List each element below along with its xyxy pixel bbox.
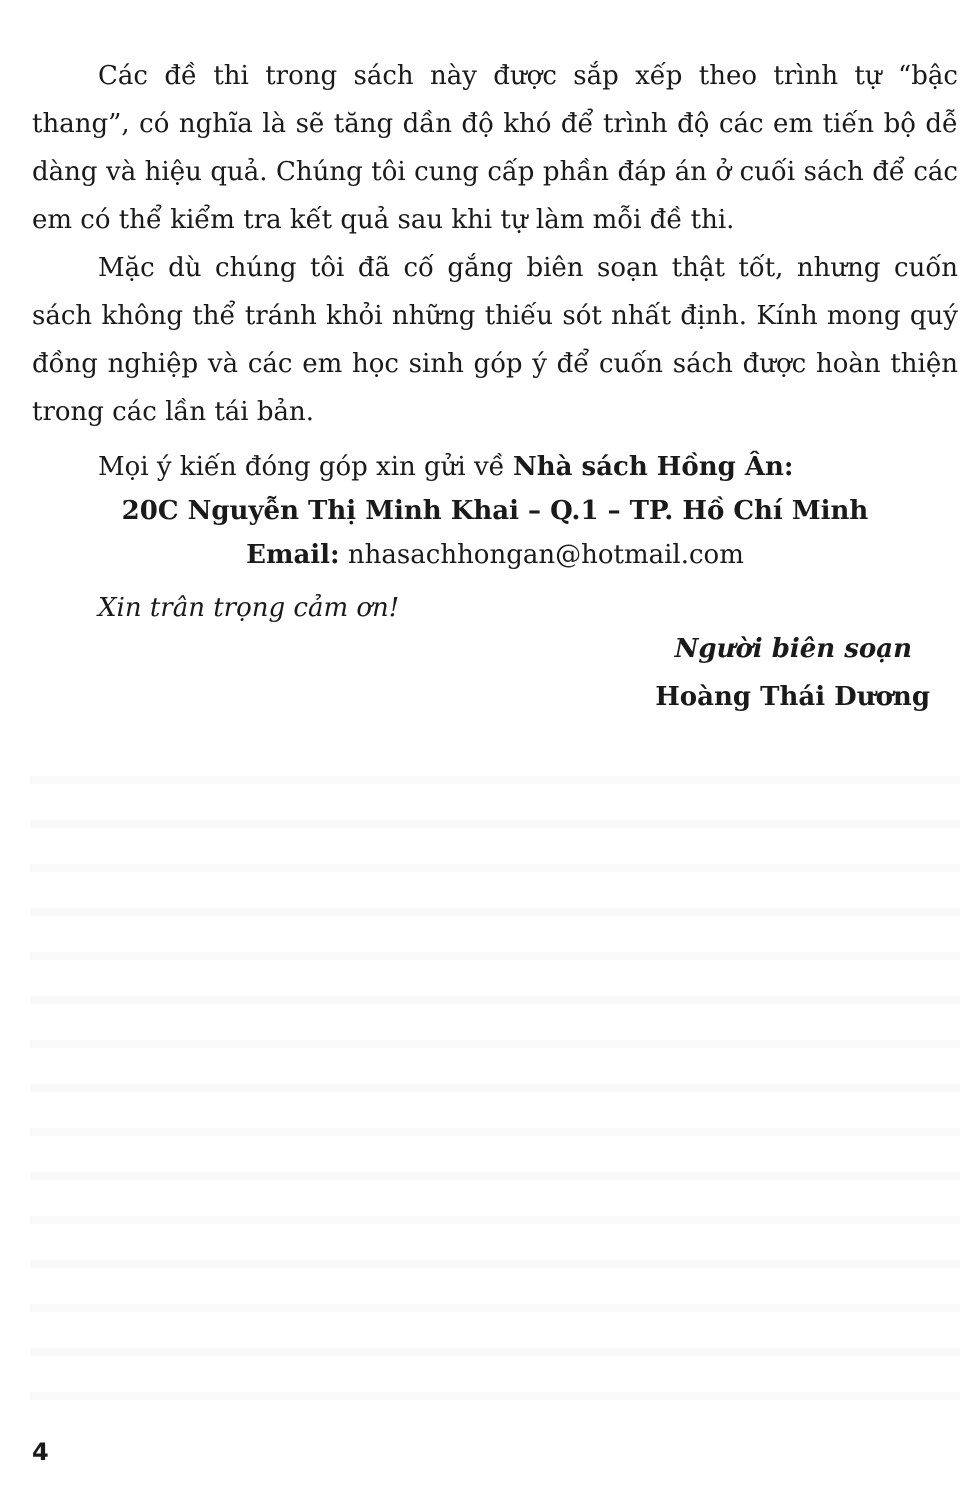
page-number: 4 — [32, 1438, 49, 1466]
signature-role: Người biên soạn — [674, 634, 912, 664]
publisher-address: 20C Nguyễn Thị Minh Khai – Q.1 – TP. Hồ Chí Minh — [121, 496, 869, 526]
signature-name: Hoàng Thái Dương — [655, 682, 930, 712]
preface-body — [32, 52, 958, 436]
paragraph-1: Các đề thi trong sách này được sắp xếp theo trình tự “bậc thang”, có nghĩa là sẽ tăng dần độ khó để trình độ các em tiến bộ dễ dàng và hiệu quả. Chúng tôi cung cấp phần đáp án ở cuối sách để các em có thể kiểm tra kết quả sau khi tự làm mỗi đề thi. — [32, 61, 958, 235]
email-label: Email: — [246, 540, 340, 570]
paragraph-2: Mặc dù chúng tôi đã cố gắng biên soạn thật tốt, nhưng cuốn sách không thể tránh khỏi những thiếu sót nhất định. Kính mong quý đồng nghiệp và các em học sinh góp ý để cuốn sách được hoàn thiện trong các lần tái bản. — [32, 253, 958, 427]
email-address: nhasachhongan@hotmail.com — [347, 540, 744, 570]
contact-intro-line — [98, 452, 794, 482]
publisher-name: Nhà sách Hồng Ân: — [512, 452, 794, 482]
contact-intro: Mọi ý kiến đóng góp xin gửi về — [98, 452, 505, 482]
closing-thanks: Xin trân trọng cảm ơn! — [98, 593, 400, 623]
email-line — [32, 540, 958, 570]
bleed-through-background — [30, 740, 960, 1400]
